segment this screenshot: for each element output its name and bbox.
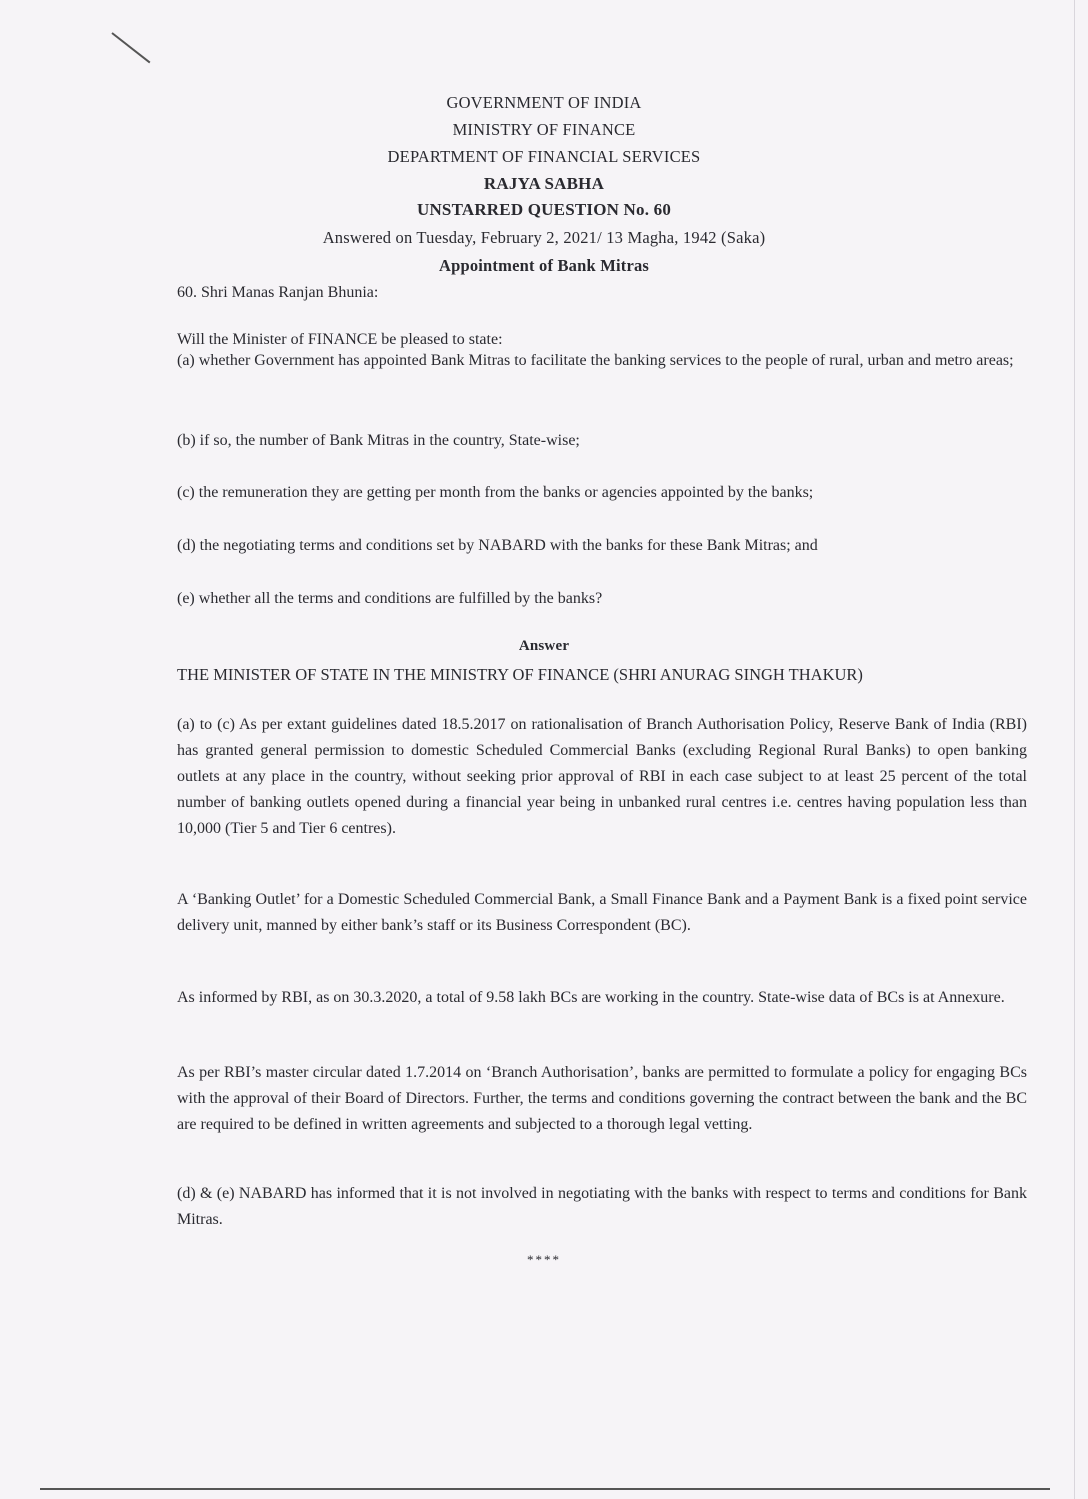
question-part-a: (a) whether Government has appointed Bank Mitras to facilitate the banking services to the people of rural, urban and metro areas; (177, 352, 1014, 369)
answer-minister: THE MINISTER OF STATE IN THE MINISTRY OF FINANCE (SHRI ANURAG SINGH THAKUR) (177, 665, 863, 684)
header-department: DEPARTMENT OF FINANCIAL SERVICES (387, 147, 701, 166)
answer-paragraph-3: As informed by RBI, as on 30.3.2020, a total of 9.58 lakh BCs are working in the country. State-wise data of BCs is at Annexure. (177, 989, 1005, 1006)
scan-edge-line (1074, 0, 1075, 1499)
end-mark: **** (527, 1252, 561, 1267)
header-subject: Appointment of Bank Mitras (438, 256, 650, 275)
answer-heading: Answer (518, 638, 570, 654)
question-part-d: (d) the negotiating terms and conditions set by NABARD with the banks for these Bank Mitras; and (177, 537, 818, 554)
header-question-number: UNSTARRED QUESTION No. 60 (416, 200, 672, 219)
question-part-c: (c) the remuneration they are getting per month from the banks or agencies appointed by the banks; (177, 484, 814, 501)
scan-bottom-edge (40, 1488, 1050, 1490)
question-part-b: (b) if so, the number of Bank Mitras in the country, State-wise; (177, 432, 580, 449)
header-ministry: MINISTRY OF FINANCE (452, 120, 636, 139)
header-government: GOVERNMENT OF INDIA (446, 93, 642, 112)
answer-paragraph-2: A ‘Banking Outlet’ for a Domestic Scheduled Commercial Bank, a Small Finance Bank and a Payment Bank is a fixed point service delivery unit, manned by either bank’s staff or its Business Correspondent (BC). (177, 891, 1027, 934)
answer-paragraph-5: (d) & (e) NABARD has informed that it is not involved in negotiating with the banks with respect to terms and conditions for Bank Mitras. (177, 1185, 1027, 1228)
answer-paragraph-1: (a) to (c) As per extant guidelines dated 18.5.2017 on rationalisation of Branch Authorisation Policy, Reserve Bank of India (RBI) has granted general permission to domestic Scheduled Commercial Banks (excluding Regional Rural Banks) to open banking outlets at any place in the country, without seeking prior approval of RBI in each case subject to at least 25 percent of the total number of banking outlets opened during a financial year being in unbanked rural centres i.e. centres having population less than 10,000 (Tier 5 and Tier 6 centres). (177, 716, 1027, 837)
question-asker: 60. Shri Manas Ranjan Bhunia: (177, 284, 379, 301)
question-part-e: (e) whether all the terms and conditions are fulfilled by the banks? (177, 590, 603, 607)
header-house: RAJYA SABHA (483, 174, 605, 193)
question-intro: Will the Minister of FINANCE be pleased to state: (177, 331, 503, 348)
answer-paragraph-4: As per RBI’s master circular dated 1.7.2014 on ‘Branch Authorisation’, banks are permitted to formulate a policy for engaging BCs with the approval of their Board of Directors. Further, the terms and conditions governing the contract between the bank and the BC are required to be defined in written agreements and subjected to a thorough legal vetting. (177, 1064, 1027, 1133)
header-answered-date: Answered on Tuesday, February 2, 2021/ 13 Magha, 1942 (Saka) (322, 228, 766, 247)
scan-pen-mark (111, 32, 150, 63)
